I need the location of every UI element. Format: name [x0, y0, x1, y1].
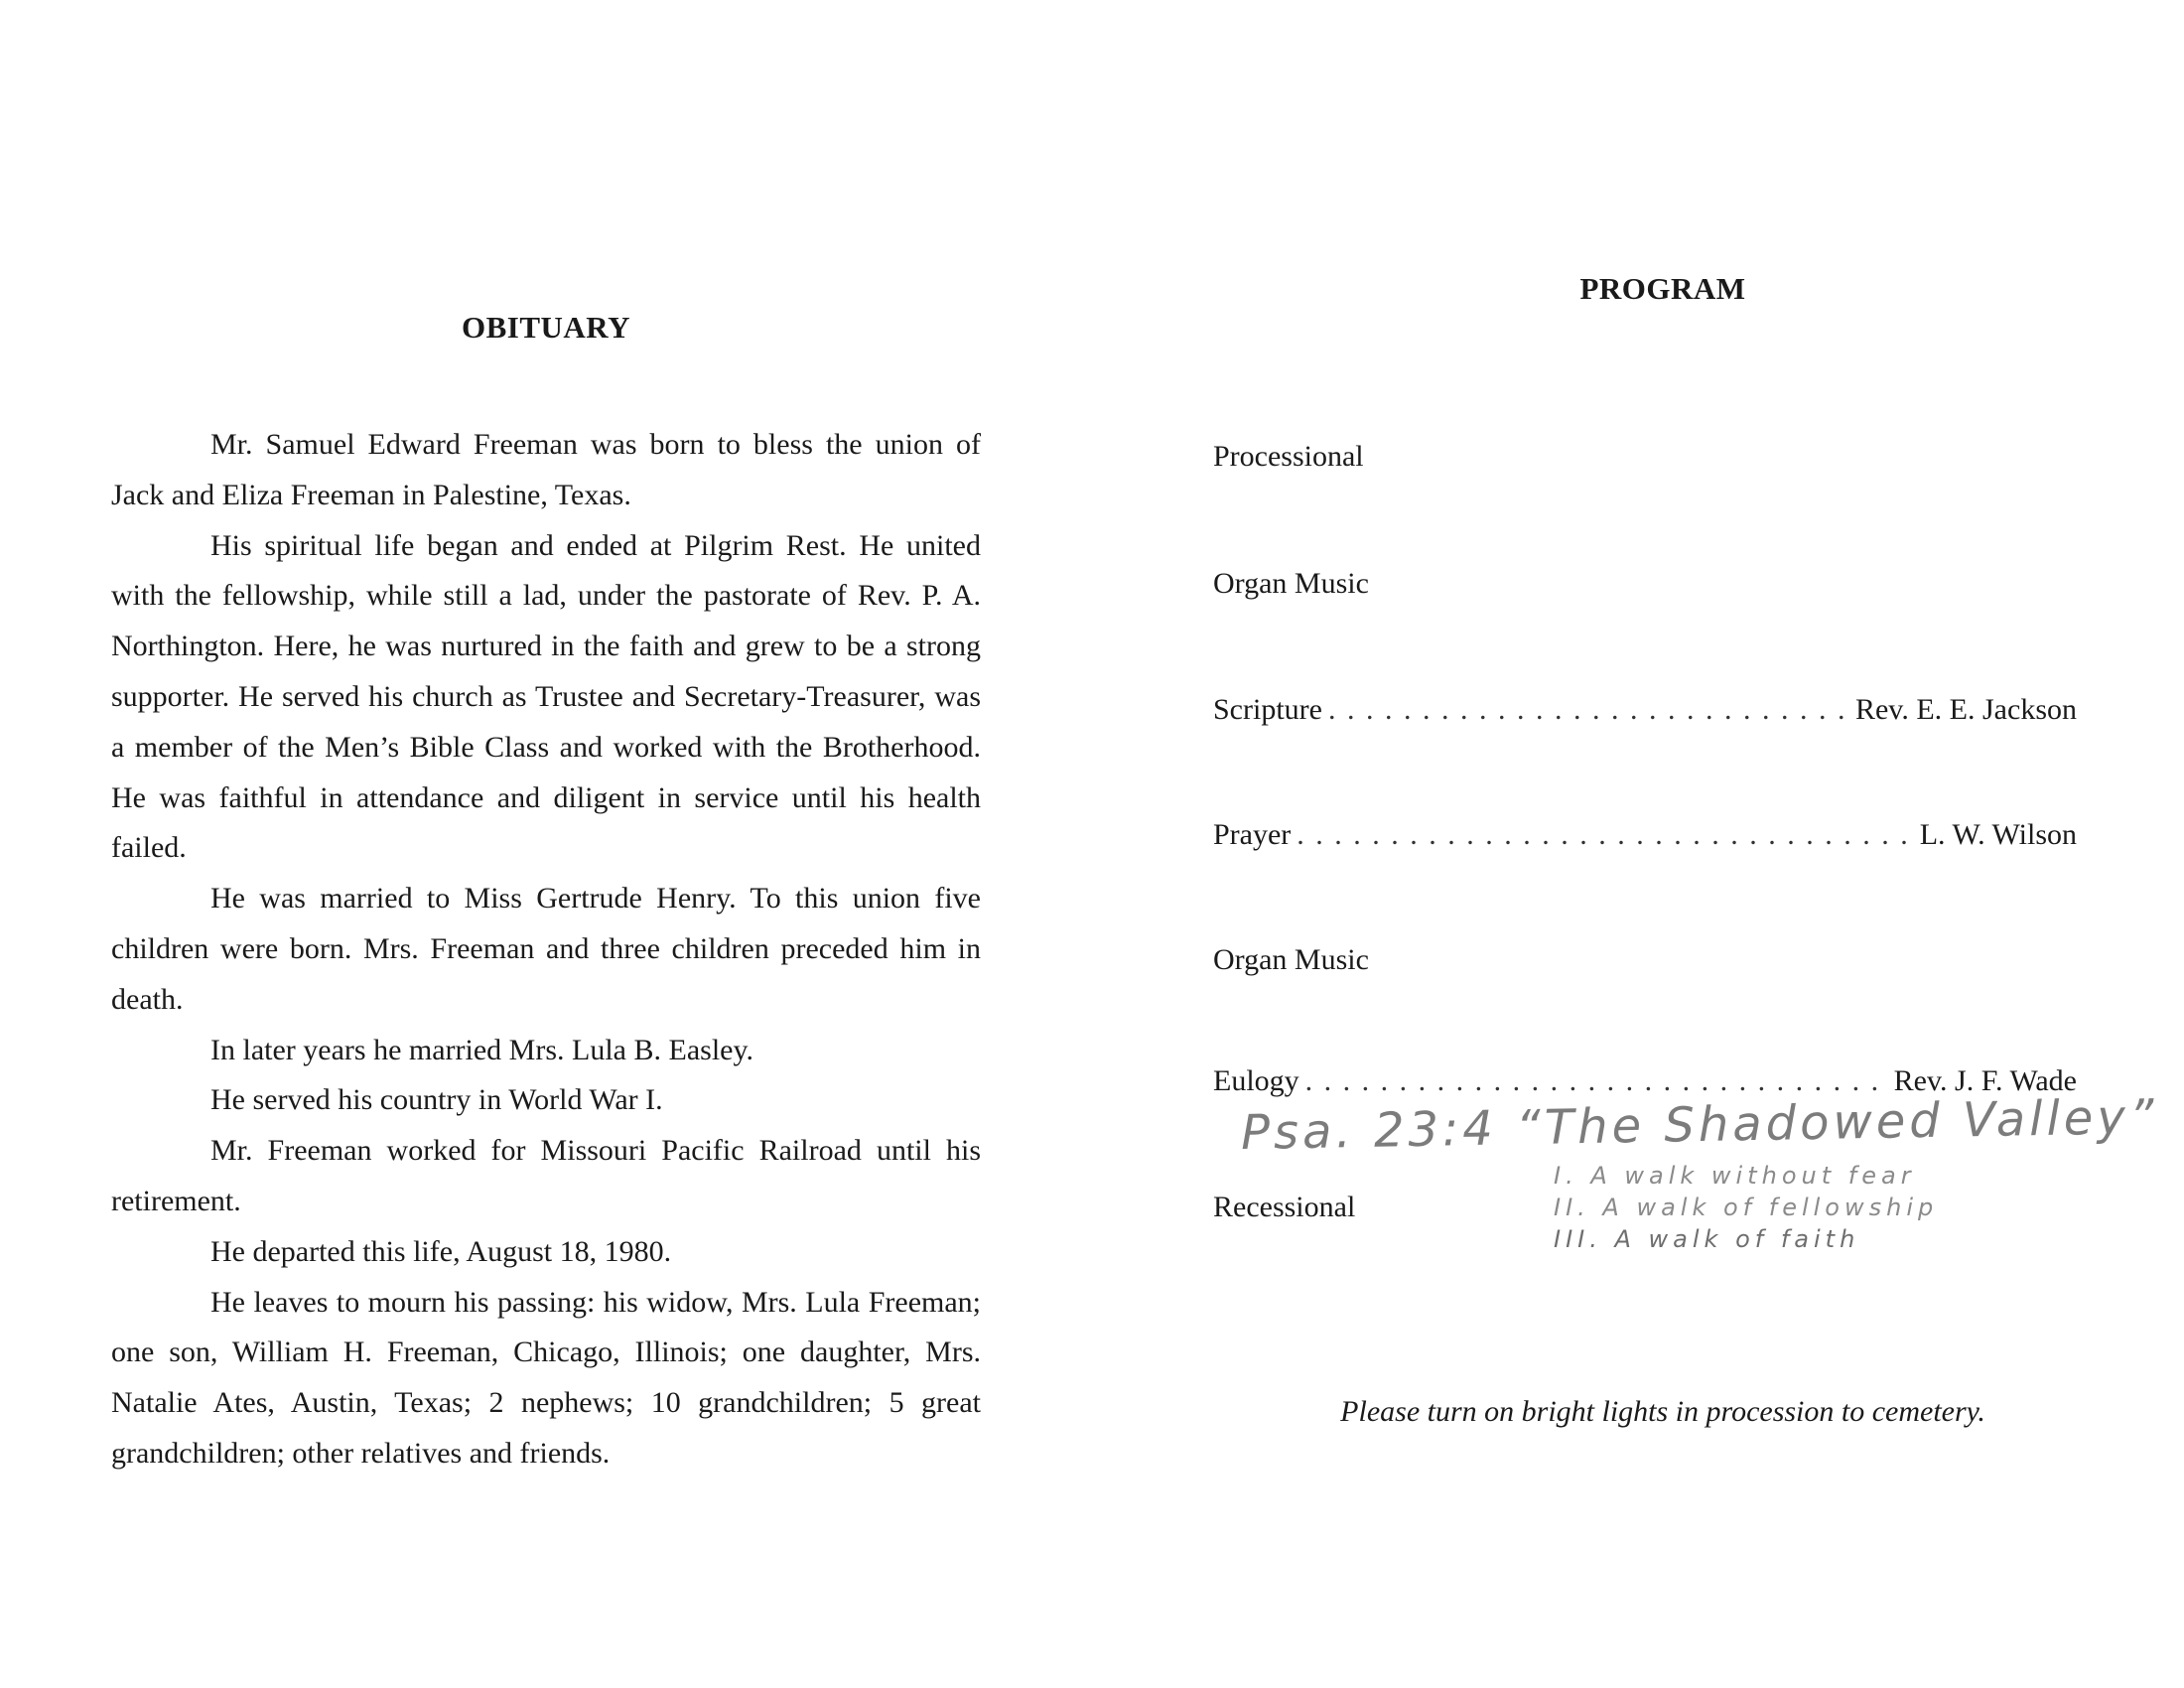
- obituary-paragraph: Mr. Samuel Edward Freeman was born to bless the union of Jack and Eliza Freeman in Palestine, Texas.: [111, 428, 981, 511]
- handwritten-note: III. A walk of faith: [1554, 1225, 1860, 1253]
- dot-leader: [1328, 693, 1849, 727]
- program-item-label: Processional: [1213, 440, 1364, 473]
- handwritten-sermon-title: Psa. 23:4 “The Shadowed Valley”: [1240, 1088, 2159, 1162]
- obituary-paragraph: His spiritual life began and ended at Pilgrim Rest. He united with the fellowship, while still a lad, under the pastorate of Rev. P. A. Northington. Here, he was nurtured in the faith and grew to be a strong supporter. He served his church as Trustee and Secretary-Treasurer, was a member of the Men’s Bible Class and worked with the Brotherhood. He was faithful in attendance and diligent in service until his health failed.: [111, 528, 981, 865]
- handwritten-note: II. A walk of fellowship: [1554, 1194, 1939, 1221]
- procession-note: Please turn on bright lights in procession to cemetery.: [1340, 1395, 1985, 1428]
- program-title: PROGRAM: [1579, 271, 1746, 306]
- program-item-organ-music-2: [1213, 943, 2077, 977]
- program-item-scripture: [1213, 693, 2077, 727]
- program-item-label: Organ Music: [1213, 567, 1369, 600]
- obituary-title: OBITUARY: [462, 310, 630, 345]
- program-page: [1092, 0, 2184, 1688]
- program-item-label: Prayer: [1213, 818, 1292, 851]
- handwritten-note: I. A walk without fear: [1554, 1162, 1916, 1190]
- program-item-prayer: [1213, 818, 2077, 852]
- program-item-label: Scripture: [1213, 693, 1322, 726]
- program-item-person: L. W. Wilson: [1919, 818, 2077, 851]
- program-item-label: Recessional: [1213, 1191, 1356, 1223]
- program-item-label: Organ Music: [1213, 943, 1369, 976]
- obituary-paragraph: He departed this life, August 18, 1980.: [210, 1234, 672, 1268]
- obituary-paragraph: In later years he married Mrs. Lula B. Easley.: [210, 1033, 754, 1066]
- obituary-body: [111, 420, 981, 1479]
- program-item-label: Eulogy: [1213, 1064, 1299, 1097]
- obituary-paragraph: He was married to Miss Gertrude Henry. To this union five children were born. Mrs. Freeman and three children preceded him in death.: [111, 882, 981, 1016]
- obituary-paragraph: He leaves to mourn his passing: his widow, Mrs. Lula Freeman; one son, William H. Freeman, Chicago, Illinois; one daughter, Mrs. Natalie Ates, Austin, Texas; 2 nephews; 10 grandchildren; 5 great grandchildren; other relatives and friends.: [111, 1285, 981, 1470]
- dot-leader: [1297, 818, 1913, 852]
- obituary-paragraph: Mr. Freeman worked for Missouri Pacific Railroad until his retirement.: [111, 1134, 981, 1217]
- program-item-organ-music: [1213, 567, 2077, 601]
- program-item-processional: [1213, 440, 2077, 474]
- program-item-person: Rev. E. E. Jackson: [1854, 693, 2077, 726]
- obituary-paragraph: He served his country in World War I.: [210, 1083, 663, 1117]
- dot-leader: [1305, 1064, 1888, 1098]
- program-item-recessional: [1213, 1191, 2077, 1224]
- program-item-person: Rev. J. F. Wade: [1893, 1064, 2077, 1097]
